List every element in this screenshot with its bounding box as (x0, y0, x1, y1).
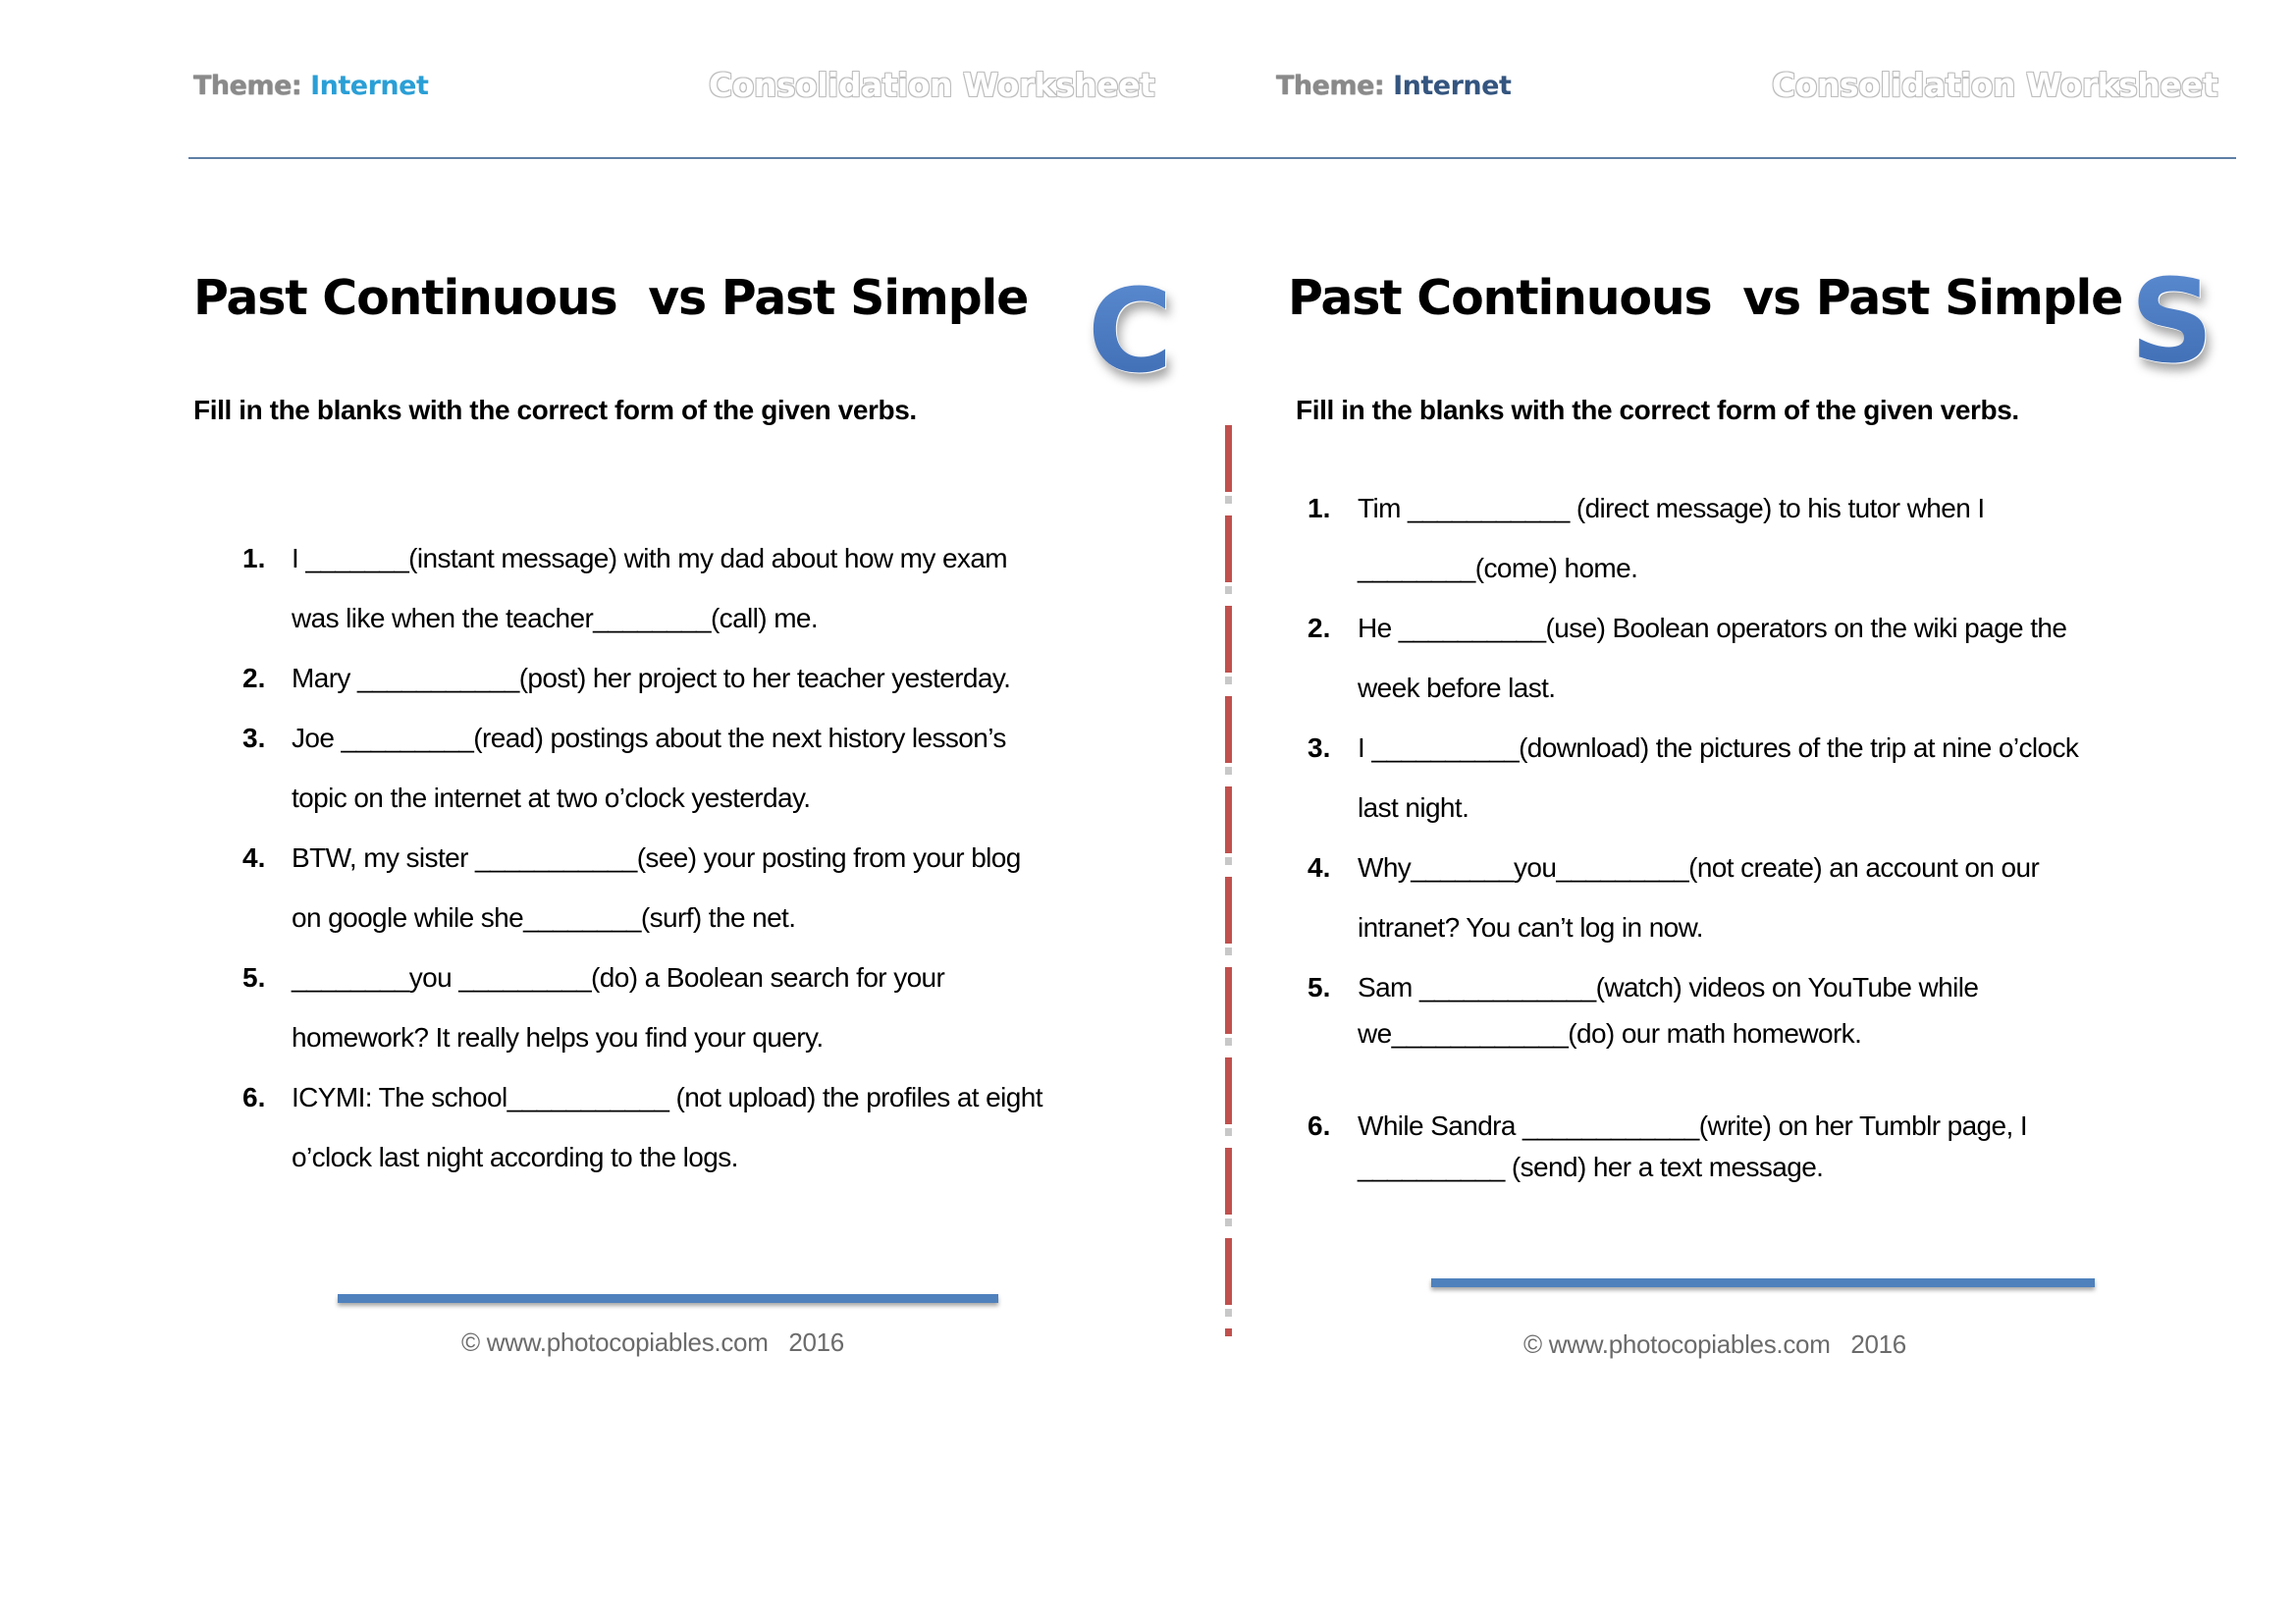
page-title: Past Continuous vs Past Simple (193, 270, 1029, 326)
question-text: o’clock last night according to the logs. (292, 1142, 738, 1172)
question-text: last night. (1358, 792, 1469, 823)
question-text: was like when the teacher________(call) me. (292, 603, 819, 633)
question-text: Why_______you_________(not create) an account on our (1358, 852, 2040, 883)
question-text: homework? It really helps you find your query. (292, 1022, 824, 1053)
question-text: Tim ___________ (direct message) to his tutor when I (1358, 493, 1985, 523)
question-text: ________you _________(do) a Boolean search for your (292, 962, 945, 993)
question-text: I _______(instant message) with my dad about how my exam (292, 543, 1008, 573)
question-text: While Sandra ____________(write) on her Tumblr page, I (1358, 1110, 2028, 1141)
footer-bar (1431, 1278, 2095, 1287)
question-text: on google while she________(surf) the net. (292, 902, 796, 933)
question-number: 1. (1308, 493, 1331, 523)
question-number: 6. (242, 1082, 266, 1112)
question-number: 3. (242, 723, 266, 753)
question-text: topic on the internet at two o’clock yesterday. (292, 783, 811, 813)
cut-line-divider (1225, 425, 1232, 1336)
question-text: week before last. (1358, 673, 1556, 703)
question-text: ICYMI: The school___________ (not upload) the profiles at eight (292, 1082, 1042, 1112)
question-number: 5. (1308, 972, 1331, 1002)
question-text: ________(come) home. (1358, 553, 1638, 583)
header-rule (188, 157, 2236, 159)
question-number: 5. (242, 962, 266, 993)
right-theme-heading (1276, 71, 1511, 101)
theme-value: Internet (1393, 71, 1512, 101)
badge-letter-icon: S (2130, 253, 2214, 389)
theme-label: Theme: (1276, 71, 1385, 101)
question-number: 3. (1308, 732, 1331, 763)
question-number: 2. (242, 663, 266, 693)
question-number: 6. (1308, 1110, 1331, 1141)
question-number: 2. (1308, 613, 1331, 643)
badge-letter-icon: C (1088, 263, 1173, 399)
question-number: 4. (242, 842, 266, 873)
instructions: Fill in the blanks with the correct form of the given verbs. (1296, 395, 2019, 425)
question-text: BTW, my sister ___________(see) your posting from your blog (292, 842, 1021, 873)
right-worksheet-label: Consolidation Worksheet (1772, 66, 2218, 104)
question-text: Sam ____________(watch) videos on YouTube while (1358, 972, 1979, 1002)
copyright: © www.photocopiables.com 2016 (461, 1327, 844, 1357)
question-number: 4. (1308, 852, 1331, 883)
question-text: __________ (send) her a text message. (1358, 1152, 1824, 1182)
question-text: Joe _________(read) postings about the next history lesson’s (292, 723, 1006, 753)
theme-label: Theme: (193, 71, 302, 101)
theme-value: Internet (310, 71, 429, 101)
question-text: Mary ___________(post) her project to her teacher yesterday. (292, 663, 1011, 693)
question-text: intranet? You can’t log in now. (1358, 912, 1703, 943)
question-text: He __________(use) Boolean operators on the wiki page the (1358, 613, 2067, 643)
question-text: we____________(do) our math homework. (1358, 1018, 1862, 1049)
copyright: © www.photocopiables.com 2016 (1523, 1329, 1906, 1359)
instructions: Fill in the blanks with the correct form of the given verbs. (193, 395, 917, 425)
question-number: 1. (242, 543, 266, 573)
left-worksheet-label: Consolidation Worksheet (709, 66, 1155, 104)
question-text: I __________(download) the pictures of the trip at nine o’clock (1358, 732, 2079, 763)
page-title: Past Continuous vs Past Simple (1288, 270, 2123, 326)
footer-bar (338, 1294, 998, 1303)
left-theme-heading (193, 71, 428, 101)
